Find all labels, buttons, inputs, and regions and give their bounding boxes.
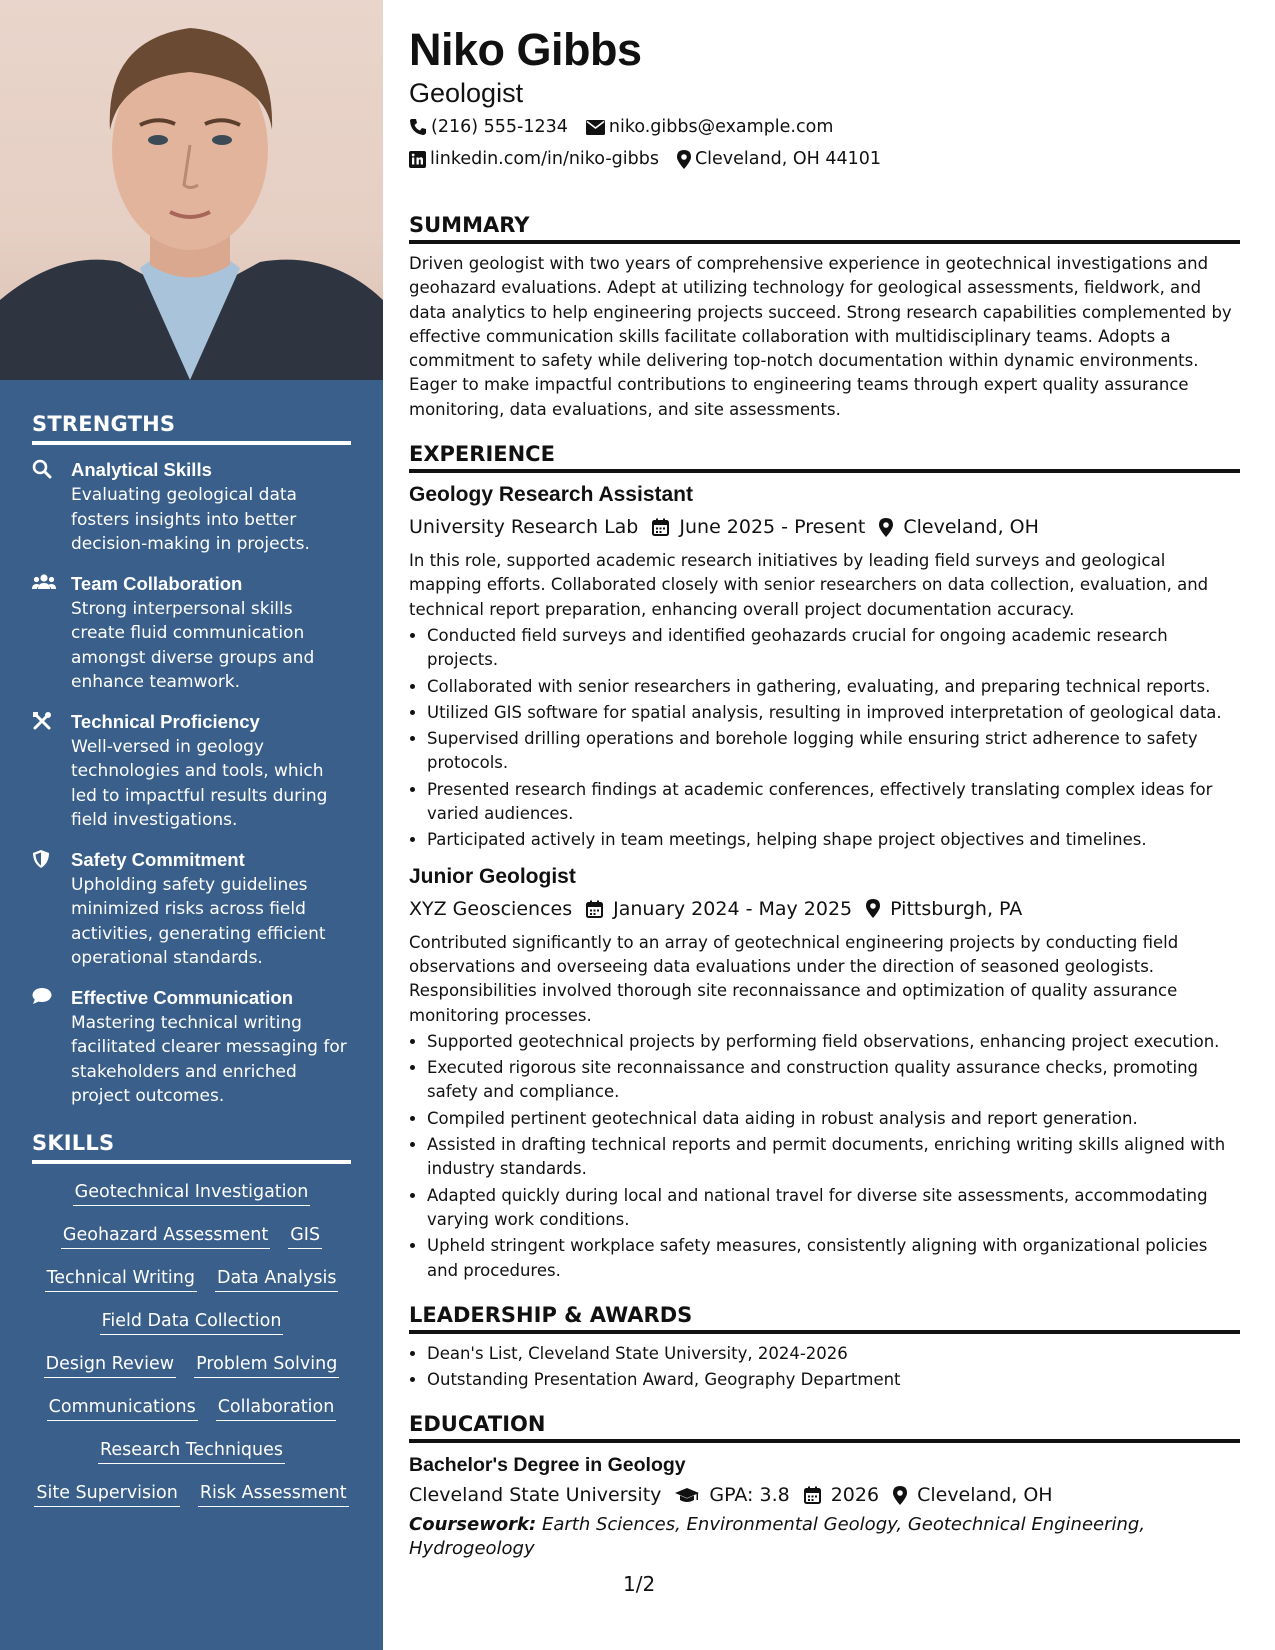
job-bullets	[409, 1030, 1240, 1283]
skill-tag: Communications	[47, 1395, 198, 1421]
coursework	[409, 1513, 1240, 1561]
contact-row	[409, 115, 1240, 139]
job-location: Cleveland, OH	[903, 516, 1039, 539]
list-item: • Presented research findings at academic conferences, effectively translating complex ideas for varied audiences.	[427, 778, 1240, 827]
list-item: • Participated actively in team meetings, helping shape project objectives and timelines.	[427, 828, 1240, 852]
strength-title: Safety Commitment	[71, 848, 245, 870]
calendar-icon	[804, 1486, 821, 1504]
skills-list	[32, 1176, 351, 1507]
job-entry	[409, 481, 1240, 853]
strength-item	[32, 571, 351, 695]
skill-tag: Technical Writing	[45, 1266, 197, 1292]
location-contact	[677, 147, 881, 171]
list-item: • Collaborated with senior researchers in gathering, evaluating, and preparing technical reports.	[427, 675, 1240, 699]
summary-text: Driven geologist with two years of comprehensive experience in geotechnical investigations and geohazard evaluations. Adept at utilizing technology for geological assessments, fieldwork, and data analytics to help engineering projects succeed. Strong research capabilities complemented by effective communication skills facilitate collaboration with multidisciplinary teams. Adopts a commitment to safety while delivering top-notch documentation within dynamic environments. Eager to make impactful contributions to engineering teams through expert quality assurance monitoring, data evaluations, and site assessments.	[409, 254, 1232, 419]
map-pin-icon	[677, 150, 691, 169]
strength-title: Effective Communication	[71, 986, 294, 1008]
linkedin-contact[interactable]	[409, 147, 659, 171]
strength-item	[32, 985, 351, 1109]
summary-heading: SUMMARY	[409, 213, 1240, 244]
strength-title: Analytical Skills	[71, 459, 212, 480]
job-meta	[409, 895, 1240, 923]
linkedin-text: linkedin.com/in/niko-gibbs	[430, 149, 659, 169]
location-text: Cleveland, OH 44101	[694, 149, 882, 169]
awards-heading: LEADERSHIP & AWARDS	[409, 1303, 1240, 1334]
awards-list	[409, 1342, 1240, 1393]
job-description: In this role, supported academic research initiatives by leading field surveys and geological mapping efforts. Collaborated closely with senior researchers on data collection, evaluation, and technical report preparation, enhancing overall project documentation accuracy.	[409, 551, 1209, 619]
list-item: • Supervised drilling operations and borehole logging while ensuring strict adherence to safety protocols.	[427, 727, 1240, 776]
contact-row	[409, 147, 1240, 171]
skill-tag: Risk Assessment	[198, 1481, 349, 1507]
list-item: • Executed rigorous site reconnaissance and construction quality assurance checks, promoting safety and compliance.	[427, 1056, 1240, 1105]
strength-desc: Upholding safety guidelines minimized risks across field activities, generating efficient operational standards.	[71, 874, 326, 968]
calendar-icon	[652, 518, 669, 536]
phone-text: (216) 555-1234	[431, 117, 568, 137]
coursework-label: Coursework:	[409, 1514, 537, 1536]
map-pin-icon	[879, 518, 893, 537]
job-title: Geology Research Assistant	[409, 483, 693, 507]
list-item: • Upheld stringent workplace safety measures, consistently aligning with organizational policies and procedures.	[427, 1234, 1240, 1283]
skill-tag: Field Data Collection	[100, 1309, 284, 1335]
strength-desc: Well-versed in geology technologies and tools, which led to impactful results during field investigations.	[71, 736, 328, 830]
skill-tag: Geohazard Assessment	[61, 1223, 270, 1249]
job-entry	[409, 863, 1240, 1283]
strength-item	[32, 847, 351, 971]
job-role: Geologist	[409, 78, 524, 108]
map-pin-icon	[893, 1486, 907, 1505]
graduation-cap-icon	[675, 1487, 699, 1504]
strength-item	[32, 457, 351, 557]
list-item: • Assisted in drafting technical reports and permit documents, enriching writing skills aligned with industry standards.	[427, 1133, 1240, 1182]
strength-title: Technical Proficiency	[71, 710, 260, 732]
experience-heading: EXPERIENCE	[409, 442, 1240, 473]
job-dates: June 2025 - Present	[679, 516, 866, 539]
sidebar	[0, 0, 383, 1650]
map-pin-icon	[866, 899, 880, 918]
skill-tag: Collaboration	[216, 1395, 337, 1421]
degree-title: Bachelor's Degree in Geology	[409, 1454, 686, 1477]
tools-icon	[32, 709, 71, 833]
skill-tag: Site Supervision	[34, 1481, 179, 1507]
company-name: University Research Lab	[409, 516, 639, 539]
education-heading: EDUCATION	[409, 1412, 1240, 1443]
strength-item	[32, 709, 351, 833]
skill-tag: Data Analysis	[215, 1266, 338, 1292]
job-meta	[409, 513, 1240, 541]
list-item: • Outstanding Presentation Award, Geography Department	[427, 1368, 1240, 1392]
school-name: Cleveland State University	[409, 1484, 662, 1507]
comment-icon	[32, 985, 71, 1109]
strength-desc: Evaluating geological data fosters insights into better decision-making in projects.	[71, 485, 310, 554]
job-bullets	[409, 624, 1240, 853]
skill-tag: Research Techniques	[98, 1438, 285, 1464]
list-item: • Conducted field surveys and identified geohazards crucial for ongoing academic research projects.	[427, 624, 1240, 673]
shield-icon	[32, 847, 71, 971]
person-name: Niko Gibbs	[409, 24, 642, 75]
graduation-year: 2026	[830, 1484, 880, 1507]
main-content	[409, 24, 1240, 1561]
phone-contact[interactable]	[409, 115, 568, 139]
strength-desc: Strong interpersonal skills create fluid communication amongst diverse groups and enhance teamwork.	[71, 598, 315, 692]
job-description: Contributed significantly to an array of geotechnical engineering projects by conducting field observations and overseeing data evaluations under the direction of seasoned geologists. Responsibilities involved thorough site reconnaissance and optimization of quality assurance monitoring processes.	[409, 932, 1179, 1025]
strength-desc: Mastering technical writing facilitated clearer messaging for stakeholders and enriched project outcomes.	[71, 1012, 347, 1106]
email-contact[interactable]	[586, 115, 834, 139]
calendar-icon	[586, 900, 603, 918]
list-item: • Compiled pertinent geotechnical data aiding in robust analysis and report generation.	[427, 1107, 1240, 1131]
email-text: niko.gibbs@example.com	[608, 117, 834, 137]
coursework-text: Earth Sciences, Environmental Geology, Geotechnical Engineering, Hydrogeology	[409, 1514, 1146, 1560]
skill-tag: Problem Solving	[194, 1352, 339, 1378]
list-item: • Supported geotechnical projects by performing field observations, enhancing project execution.	[427, 1030, 1240, 1054]
users-icon	[32, 571, 71, 695]
linkedin-icon	[409, 151, 426, 168]
job-title: Junior Geologist	[409, 864, 576, 888]
search-icon	[32, 457, 71, 557]
education-meta	[409, 1481, 1240, 1509]
company-name: XYZ Geosciences	[409, 897, 573, 920]
gpa-text: GPA: 3.8	[709, 1484, 790, 1507]
job-location: Pittsburgh, PA	[890, 897, 1023, 920]
list-item: • Adapted quickly during local and national travel for diverse site assessments, accommodating varying work conditions.	[427, 1184, 1240, 1233]
strengths-heading: STRENGTHS	[32, 412, 351, 445]
skill-tag: GIS	[288, 1223, 322, 1249]
profile-photo	[0, 0, 383, 380]
skill-tag: Geotechnical Investigation	[73, 1180, 311, 1206]
job-dates: January 2024 - May 2025	[613, 897, 853, 920]
strength-title: Team Collaboration	[71, 572, 243, 594]
skill-tag: Design Review	[44, 1352, 176, 1378]
envelope-icon	[586, 120, 605, 135]
school-location: Cleveland, OH	[917, 1484, 1053, 1507]
list-item: • Utilized GIS software for spatial analysis, resulting in improved interpretation of geological data.	[427, 701, 1240, 725]
phone-icon	[409, 118, 427, 136]
list-item: • Dean's List, Cleveland State University, 2024-2026	[427, 1342, 1240, 1366]
skills-heading: SKILLS	[32, 1131, 351, 1164]
page-number: 1/2	[623, 1572, 656, 1596]
